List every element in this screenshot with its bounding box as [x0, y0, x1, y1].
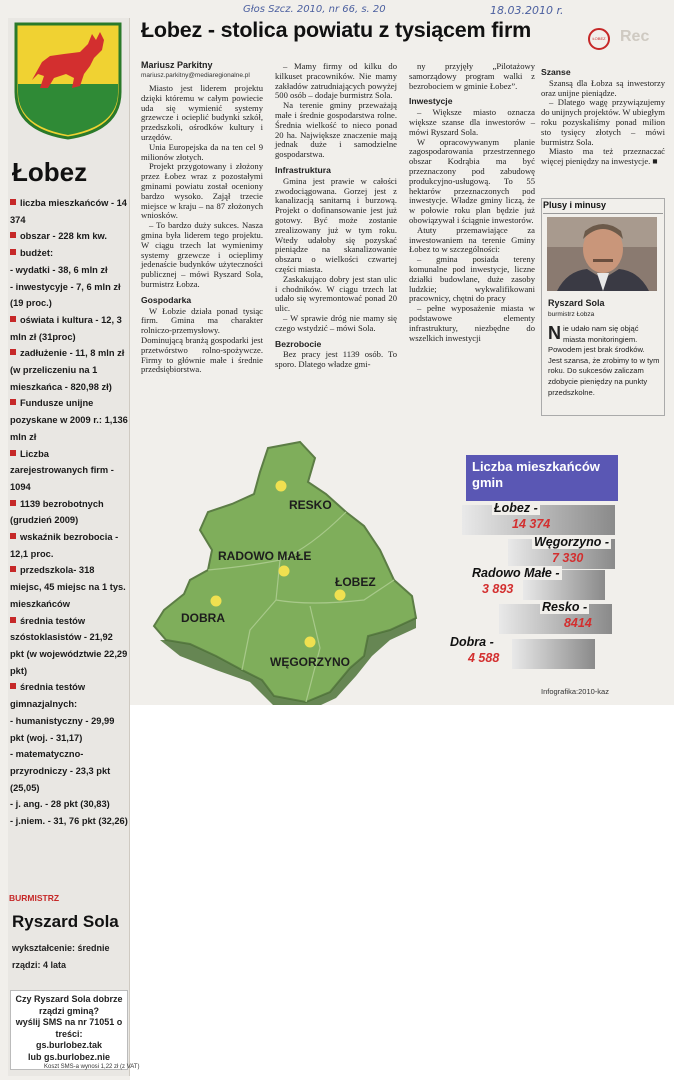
article-column-1	[141, 84, 263, 375]
stat-item	[10, 279, 128, 312]
paragraph: Miasto jest liderem projektu dzięki któremu w całym powiecie uda się wymienić systemy grzewcze i ocieplić budynki szkół, przedszkoli, ośrodków kultury i urzędów.	[141, 83, 263, 142]
paragraph: Unia Europejska da na ten cel 9 milionów złotych.	[141, 141, 263, 162]
mayor-photo	[547, 217, 657, 291]
town-dot-wegorzyno	[305, 637, 316, 648]
author-name: Mariusz Parkitny	[141, 60, 213, 70]
bar-category-label: Łobez -	[494, 501, 538, 515]
paragraph: Szansą dla Łobza są inwestorzy oraz unijne pieniądze.	[541, 77, 665, 98]
handwritten-date: 18.03.2010 r.	[490, 4, 564, 17]
paragraph: Na terenie gminy przeważają małe i średnie gospodarstwa rolne. Średnia wielkość to nieco ponad 20 ha. Największe znaczenie mają jednak duże i samodzielne gospodarstwa.	[275, 100, 397, 160]
bar-category-label: Resko -	[541, 600, 588, 614]
paragraph: Bez pracy jest 1139 osób. To sporo. Dlatego władze gmi-	[275, 349, 397, 370]
mayor-info	[12, 940, 110, 974]
stat-text: - matematyczno-przyrodniczy - 23,3 pkt (25,05)	[10, 749, 111, 793]
article-column-3	[409, 62, 535, 343]
stat-text: 1139 bezrobotnych (grudzień 2009)	[10, 498, 104, 526]
bullet-square	[10, 566, 16, 572]
bleed-through-text: Rec	[620, 28, 650, 45]
bar-category-label: Radowo Małe -	[472, 566, 560, 580]
stat-item	[10, 446, 128, 496]
stat-text: - j.niem. - 31, 76 pkt (32,26)	[10, 816, 128, 827]
bullet-square	[10, 199, 16, 205]
bar-value-label: 14 374	[512, 517, 551, 531]
bar-category-label: Dobra -	[450, 635, 494, 649]
bar-value-label: 3 893	[482, 582, 514, 596]
bar	[472, 566, 605, 600]
bullet-square	[10, 316, 16, 322]
bullet-square	[10, 399, 16, 405]
stat-text: - j. ang. - 28 pkt (30,83)	[10, 799, 110, 810]
map-label-radowo: RADOWO MAŁE	[218, 549, 312, 563]
pros-cons-header: Plusy i minusy	[543, 200, 663, 214]
library-stamp: ŁOBEZ	[588, 28, 610, 50]
town-dot-resko	[276, 481, 287, 492]
section-heading: Inwestycje	[409, 96, 453, 107]
blank-area	[130, 705, 674, 1080]
stat-item	[10, 345, 128, 395]
bullet-square	[10, 249, 16, 255]
stat-text: średnia testów szóstoklasistów - 21,92 pkt (w województwie 22,29 pkt)	[10, 615, 128, 676]
drop-cap: N	[548, 323, 561, 343]
paragraph: Projekt przygotowany i złożony przez Łobez wraz z pozostałymi gminami powiatu został oceniony bardzo wysoko. Zajął trzecie miejsce w kraju – na 87 złożonych wniosków.	[141, 161, 263, 221]
stat-item	[10, 813, 128, 830]
stat-text: budżet:	[20, 248, 54, 259]
bar-value-label: 8414	[563, 616, 592, 630]
sms-instruction: wyślij SMS na nr 71051 o treści:	[15, 1017, 123, 1039]
pros-cons-quote	[548, 324, 660, 398]
map-label-resko: RESKO	[289, 498, 332, 512]
chart-title: Liczba mieszkańców gmin	[466, 455, 618, 501]
stat-item	[10, 395, 128, 445]
town-name: Łobez	[12, 157, 88, 187]
map-label-lobez: ŁOBEZ	[335, 575, 376, 589]
mayor-education: wykształcenie: średnie	[12, 943, 110, 953]
paragraph: Zaskakująco dobry jest stan ulic i chodników. W ciągu trzech lat udało się wyremontować ponad 20 ulic.	[275, 273, 397, 314]
paragraph: ny przyjęły „Pilotażowy samorządowy program walki z bezrobociem w gminie Łobez”.	[409, 61, 535, 91]
stat-text: - wydatki - 38, 6 mln zł	[10, 264, 108, 275]
paragraph: – W sprawie dróg nie mamy się czego wstydzić – mówi Sola.	[275, 312, 397, 333]
handwritten-source: Głos Szcz. 2010, nr 66, s. 20	[243, 4, 386, 15]
paragraph: Miasto ma też przeznaczać więcej pieniędzy na inwestycje. ■	[541, 146, 665, 167]
stats-list	[10, 195, 128, 830]
stat-item	[10, 496, 128, 529]
bar	[499, 600, 612, 634]
article-column-4	[541, 62, 665, 167]
district-map	[150, 430, 420, 705]
bullet-square	[10, 349, 16, 355]
sms-code-no: lub gs.burlobez.nie	[27, 1051, 110, 1062]
stat-item	[10, 312, 128, 345]
stat-text: wskaźnik bezrobocia - 12,1 proc.	[10, 532, 119, 559]
stat-text: Fundusze unijne pozyskane w 2009 r.: 1,136 mln zł	[10, 398, 128, 442]
town-dot-dobra	[211, 596, 222, 607]
pros-cons-role: burmistrz Łobza	[548, 311, 595, 318]
sms-question: Czy Ryszard Sola dobrze rządzi gminą?	[15, 994, 123, 1016]
bullet-square	[10, 500, 16, 506]
paragraph: W Łobzie działa ponad tysiąc firm. Gmina ma charakter rolniczo-przemysłowy. Dominującą branżą gospodarki jest przetwórstwo rolno-spożywcze. Firmy to głównie małe i średnie przedsiębiorstwa.	[141, 305, 263, 375]
mayor-tag: BURMISTRZ	[9, 893, 60, 903]
bar	[508, 535, 615, 569]
section-heading: Infrastruktura	[275, 164, 331, 175]
map-label-wegorzyno: WĘGORZYNO	[270, 655, 350, 669]
map-label-dobra: DOBRA	[181, 611, 225, 625]
infographic-credit: Infografika:2010-kaz	[541, 687, 609, 696]
stat-text: - humanistyczny - 29,99 pkt (woj. - 31,17)	[10, 715, 115, 743]
stat-text: Liczba zarejestrowanych firm - 1094	[10, 448, 114, 492]
stat-text: oświata i kultura - 12, 3 mln zł (31proc)	[10, 314, 122, 342]
bar-value-label: 4 588	[468, 651, 500, 665]
headline: Łobez - stolica powiatu z tysiącem firm	[141, 18, 532, 42]
bar-value-label: 7 330	[551, 551, 584, 565]
stat-item	[10, 262, 128, 279]
paragraph: – Dlatego wagę przywiązujemy do unijnych projektów. W ubiegłym roku pozyskaliśmy ponad milion sto tysięcy złotych – mówi burmistrz Sola.	[541, 97, 665, 147]
paragraph: – Mamy firmy od kilku do kilkuset pracowników. Nie mamy zakładów zatrudniających powyżej 500 osób – dodaje burmistrz Sola.	[275, 61, 397, 101]
pros-cons-name: Ryszard Sola	[548, 298, 605, 308]
coat-of-arms	[14, 22, 122, 140]
stat-item	[10, 562, 128, 612]
stat-item	[10, 529, 128, 562]
bullet-square	[10, 533, 16, 539]
section-heading: Szanse	[541, 67, 571, 77]
stat-item	[10, 713, 128, 746]
bullet-square	[10, 617, 16, 623]
stat-text: zadłużenie - 11, 8 mln zł (w przeliczeniu na 1 mieszkańca - 820,98 zł)	[10, 348, 125, 392]
stat-item	[10, 746, 128, 796]
stat-item	[10, 796, 128, 813]
paragraph: Gmina jest prawie w całości zwodociągowana. Gorzej jest z kanalizacją sanitarną i burzową. Projekt o dofinansowanie jest już gotowy. Być może zostanie zrealizowany już w tym roku. Wtedy udałoby się pozyskać pieniądze na skanalizowanie obszaru o wielkości czwartej części miasta.	[275, 175, 397, 274]
stat-text: - inwestycyje - 7, 6 mln zł (19 proc.)	[10, 281, 121, 309]
stat-text: liczba mieszkańców - 14 374	[10, 198, 127, 225]
paragraph: – gmina posiada tereny komunalne pod inwestycje, liczne działki budowlane, duże zasoby ludzkie; wykwalifikowani pracownicy, chętni do pracy	[409, 254, 535, 304]
bar-category-label: Węgorzyno -	[533, 535, 609, 549]
town-dot-radowo	[279, 566, 290, 577]
paragraph: – To bardzo duży sukces. Nasza gmina była liderem tego projektu. W ciągu trzech lat wymienimy systemy grzewcze i ocieplimy jedenaście budynków użyteczności publicznej – mówi Ryszard Sola, burmistrz Łobza.	[141, 220, 263, 289]
stat-item	[10, 195, 128, 228]
stat-item	[10, 228, 128, 245]
stat-text: średnia testów gimnazjalnych:	[10, 682, 86, 710]
stat-item	[10, 613, 128, 680]
stat-item	[10, 245, 128, 262]
author-email: mariusz.parkitny@mediaregionalne.pl	[141, 72, 250, 79]
paragraph: Atuty przemawiające za inwestowaniem na terenie Gminy Łobez to w szczególności:	[409, 224, 535, 255]
section-heading: Bezrobocie	[275, 338, 322, 349]
sms-code-yes: gs.burlobez.tak	[35, 1040, 102, 1050]
town-dot-lobez	[335, 590, 346, 601]
stat-text: obszar - 228 km kw.	[20, 231, 107, 242]
mayor-tenure: rządzi: 4 lata	[12, 960, 67, 970]
bullet-square	[10, 683, 16, 689]
mayor-name: Ryszard Sola	[12, 912, 119, 931]
sms-cost-note: Koszt SMS-a wynosi 1,22 zł (z VAT)	[44, 1064, 140, 1070]
paragraph: W opracowywanym planie zagospodarowania przestrzennego obszar Kodrąbia ma być przeznaczony pod zabudowę produkcyjno-usługową. To 55 hektarów przeznaczonych pod inwestycje. Władze gminy liczą, że w połowie roku plan będzie już obowiązywał i ściągnie inwestorów.	[409, 136, 535, 225]
quote-text: ie udało nam się objąć miasta monitoringiem. Powodem jest brak środków. Jest szansa, że zrobimy to w tym roku. Do sukcesów zaliczam zdobycie pieniędzy na punkty przedszkolne.	[548, 324, 660, 397]
stat-item	[10, 679, 128, 712]
bullet-square	[10, 450, 16, 456]
article-column-2	[275, 62, 397, 370]
paragraph: – pełne wyposażenie miasta w podstawowe elementy infrastruktury, niezbędne do wszelkich inwestycji	[409, 303, 535, 343]
bar	[450, 635, 595, 669]
sms-poll-box	[10, 990, 128, 1070]
bar	[462, 501, 615, 535]
paragraph: – Większe miasto oznacza większe szanse dla inwestorów – mówi Ryszard Sola.	[409, 107, 535, 137]
section-heading: Gospodarka	[141, 294, 192, 305]
stat-text: przedszkola- 318 miejsc, 45 miejsc na 1 tys. mieszkańców	[10, 565, 126, 609]
bullet-square	[10, 232, 16, 238]
